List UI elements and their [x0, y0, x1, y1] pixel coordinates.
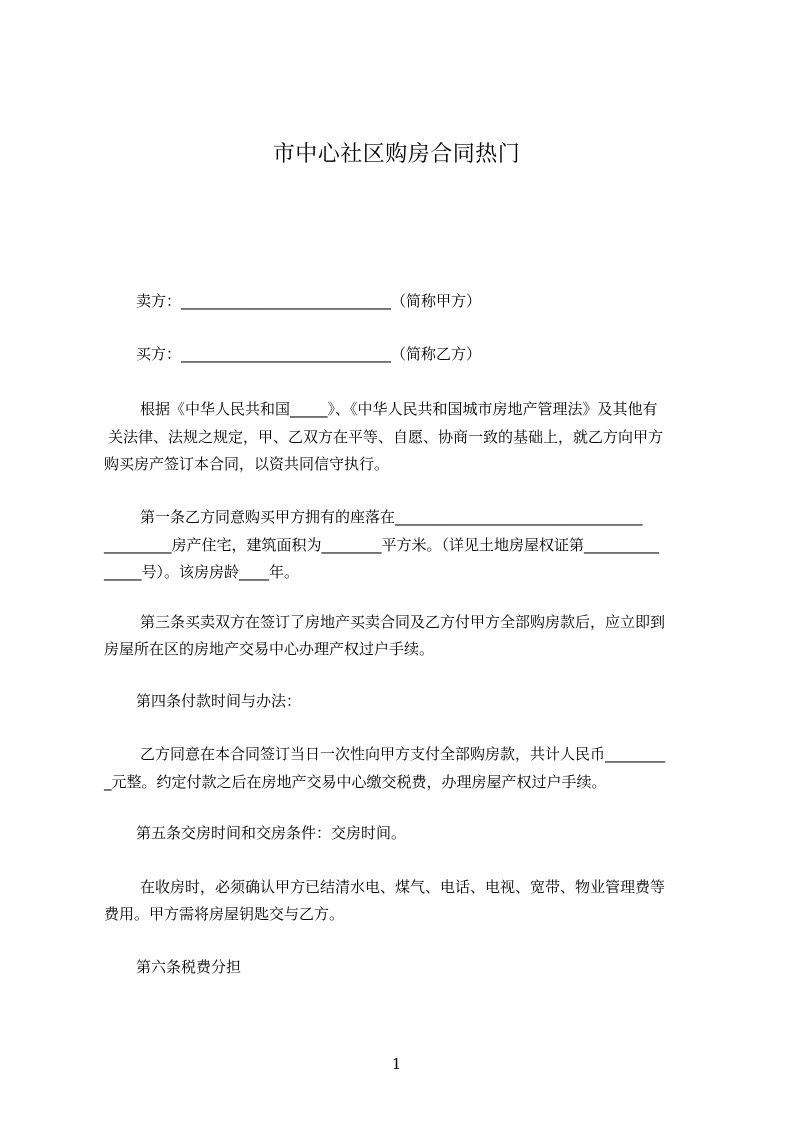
article-line: 第一条乙方同意购买甲方拥有的座落在_________________________________ [140, 508, 643, 526]
intro-line: 购买房产签订本合同，以资共同信守执行。 [104, 455, 390, 473]
article-line: 房屋所在区的房地产交易中心办理产权过户手续。 [104, 640, 435, 658]
article-line: 在收房时，必须确认甲方已结清水电、煤气、电话、电视、宽带、物业管理费等 [140, 878, 666, 896]
article-line: _元整。约定付款之后在房地产交易中心缴交税费，办理房屋产权过户手续。 [104, 773, 607, 791]
intro-line: 根据《中华人民共和国_____》、《中华人民共和国城市房地产管理法》及其他有 [140, 400, 658, 418]
intro-line: 关法律、法规之规定，甲、乙双方在平等、自愿、协商一致的基础上，就乙方向甲方 [108, 428, 664, 446]
article-line: _________房产住宅，建筑面积为________平方米。（详见土地房屋权证第__________ [104, 536, 660, 554]
article-5-heading: 第五条交房时间和交房条件：交房时间。 [136, 824, 407, 842]
page-number: 1 [391, 1055, 402, 1073]
article-line: 第三条买卖双方在签订了房地产买卖合同及乙方付甲方全部购房款后，应立即到 [140, 613, 666, 631]
document-title: 市中心社区购房合同热门 [272, 142, 521, 167]
article-line: 费用。甲方需将房屋钥匙交与乙方。 [104, 905, 345, 923]
article-line: 乙方同意在本合同签订当日一次性向甲方支付全部购房款，共计人民币________ [140, 745, 666, 763]
article-line: _____号）。该房房龄____年。 [104, 563, 300, 581]
seller-line: 卖方：____________________________（简称甲方） [136, 292, 482, 310]
article-4-heading: 第四条付款时间与办法： [136, 692, 302, 710]
buyer-line: 买方：____________________________（简称乙方） [136, 345, 482, 363]
article-6-heading: 第六条税费分担 [136, 958, 242, 976]
